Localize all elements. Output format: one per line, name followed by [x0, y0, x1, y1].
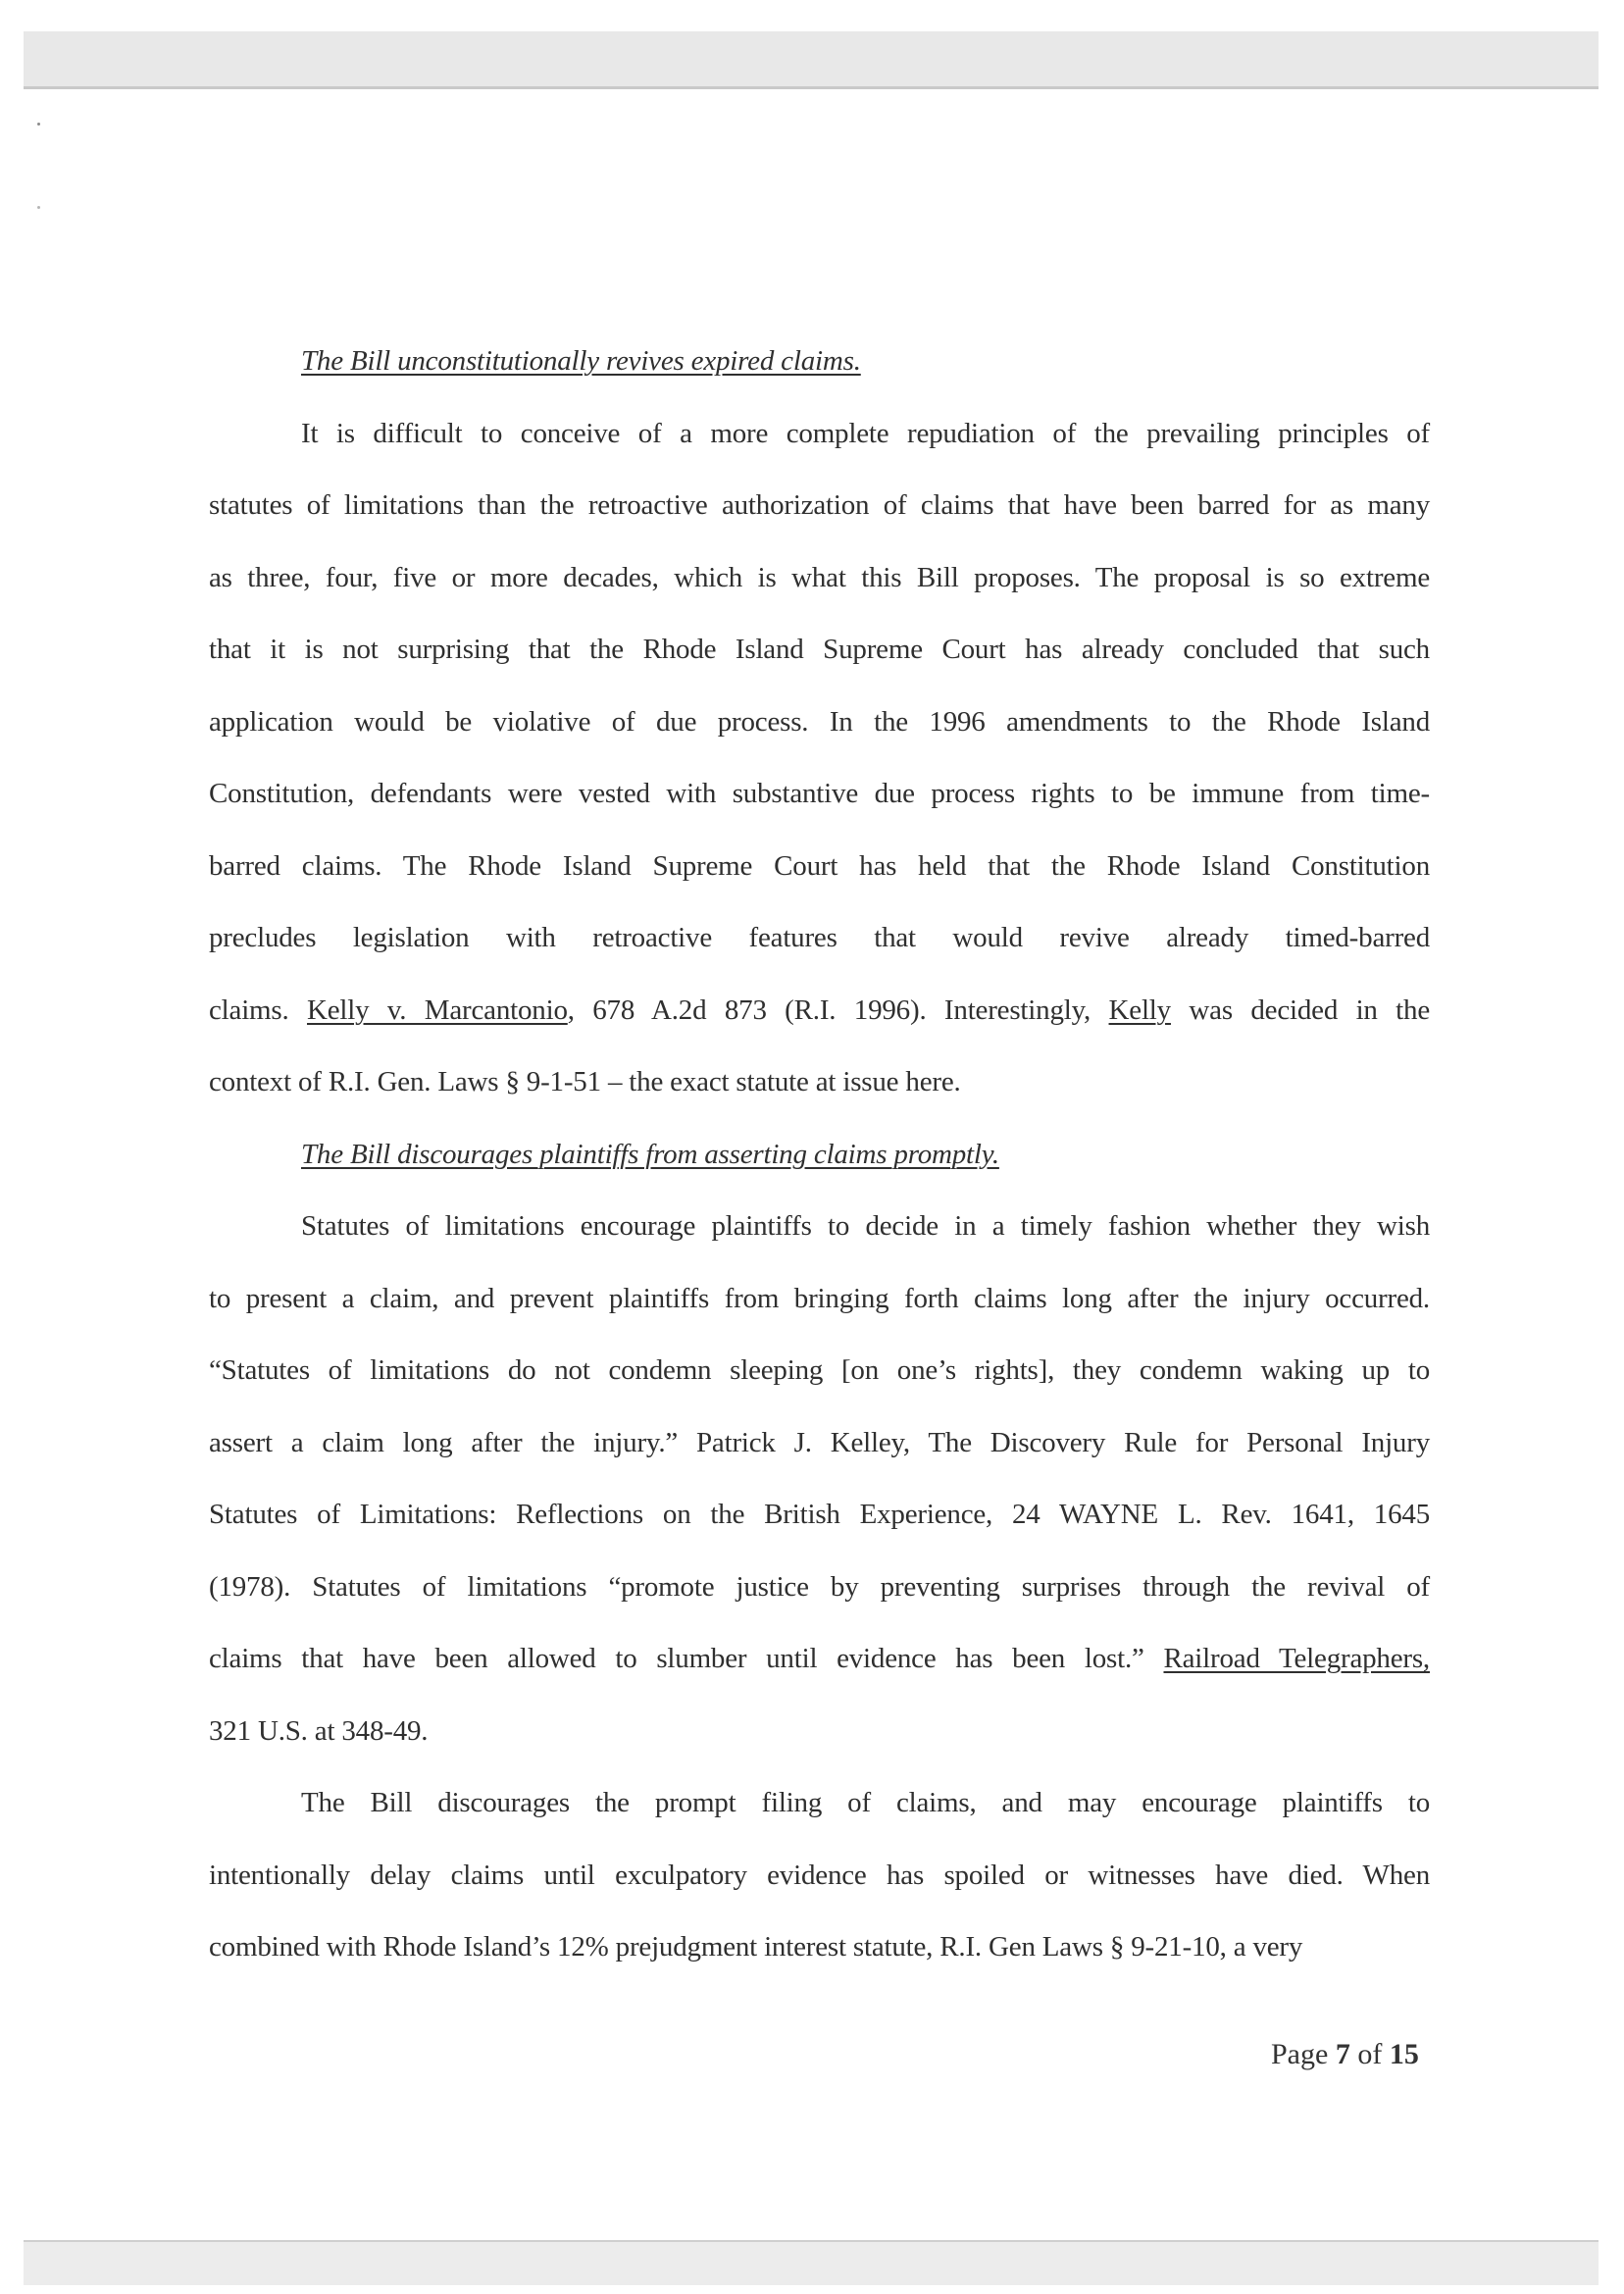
text-segment: intentionally delay claims until exculpatory evidence has spoiled or witnesses have died. When	[209, 1859, 1430, 1891]
section-heading: The Bill unconstitutionally revives expired claims.	[301, 345, 861, 377]
text-line	[209, 1335, 1430, 1407]
current-page-number: 7	[1335, 2038, 1350, 2070]
text-line	[209, 1407, 1430, 1480]
section-heading: The Bill discourages plaintiffs from asserting claims promptly.	[301, 1138, 999, 1170]
text-line	[209, 1623, 1430, 1696]
text-segment: Statutes of Limitations: Reflections on the British Experience, 24 WAYNE L. Rev. 1641, 1645	[209, 1499, 1430, 1530]
text-line	[209, 1191, 1430, 1263]
text-line	[209, 975, 1430, 1047]
text-line	[209, 1767, 1430, 1840]
text-segment: The Bill discourages the prompt filing of claims, and may encourage plaintiffs to	[301, 1787, 1430, 1818]
case-citation: Kelly v. Marcantonio	[307, 994, 568, 1026]
case-citation: Railroad Telegraphers,	[1163, 1643, 1430, 1674]
text-segment: to present a claim, and prevent plaintiffs from bringing forth claims long after the injury occurred.	[209, 1282, 1430, 1314]
text-line	[209, 758, 1430, 831]
text-line	[209, 398, 1430, 471]
text-segment: precludes legislation with retroactive features that would revive already timed-barred	[209, 922, 1430, 953]
text-segment: (1978). Statutes of limitations “promote justice by preventing surprises through the revival of	[209, 1570, 1430, 1603]
text-line	[209, 1552, 1430, 1624]
text-line	[209, 1912, 1430, 1984]
text-segment: assert a claim long after the injury.” Patrick J. Kelley, The Discovery Rule for Personal Injury	[209, 1426, 1430, 1458]
text-line	[209, 1046, 1430, 1119]
text-line	[209, 1263, 1430, 1336]
text-segment: claims.	[209, 994, 307, 1026]
text-line	[209, 687, 1430, 759]
page-number-footer	[1271, 2038, 1419, 2071]
text-line	[209, 470, 1430, 542]
scanner-bottom-bar	[24, 2240, 1599, 2285]
text-segment: It is difficult to conceive of a more complete repudiation of the prevailing principles of	[301, 417, 1430, 449]
case-citation: Kelly	[1108, 994, 1171, 1026]
paragraph	[209, 398, 1430, 1119]
of-label: of	[1357, 2038, 1383, 2070]
text-segment: statutes of limitations than the retroactive authorization of claims that have been barred for as many	[209, 489, 1430, 521]
text-segment: claims that have been allowed to slumber until evidence has been lost.”	[209, 1643, 1164, 1674]
text-line	[209, 542, 1430, 615]
total-pages: 15	[1389, 2038, 1419, 2070]
paragraph	[209, 1767, 1430, 1984]
scan-artifact	[37, 123, 40, 126]
text-line	[209, 902, 1430, 975]
page-label: Page	[1271, 2038, 1329, 2070]
paragraph	[209, 1191, 1430, 1767]
scanner-top-bar	[24, 31, 1599, 89]
text-segment: combined with Rhode Island’s 12% prejudgment interest statute, R.I. Gen Laws § 9-21-10, a very	[209, 1931, 1303, 1963]
text-segment: as three, four, five or more decades, which is what this Bill proposes. The proposal is so extreme	[209, 561, 1430, 593]
text-segment: that it is not surprising that the Rhode Island Supreme Court has already concluded that such	[209, 634, 1430, 665]
text-line	[209, 1479, 1430, 1552]
text-segment: application would be violative of due process. In the 1996 amendments to the Rhode Island	[209, 705, 1430, 738]
text-line	[209, 614, 1430, 687]
text-line	[209, 1840, 1430, 1912]
text-line	[209, 831, 1430, 903]
text-segment: barred claims. The Rhode Island Supreme Court has held that the Rhode Island Constitution	[209, 849, 1430, 882]
text-segment: Statutes of limitations encourage plaintiffs to decide in a timely fashion whether they wish	[301, 1210, 1430, 1242]
text-segment: , 678 A.2d 873 (R.I. 1996). Interestingly,	[567, 994, 1109, 1026]
text-segment: context of R.I. Gen. Laws § 9-1-51 – the exact statute at issue here.	[209, 1066, 961, 1097]
text-line	[209, 1696, 1430, 1768]
text-segment: was decided in the	[1170, 994, 1431, 1026]
text-segment: “Statutes of limitations do not condemn sleeping [on one’s rights], they condemn waking up to	[209, 1354, 1430, 1386]
text-segment: Constitution, defendants were vested with substantive due process rights to be immune from time-	[209, 778, 1430, 809]
scan-artifact	[37, 206, 40, 209]
text-segment: 321 U.S. at 348-49.	[209, 1714, 429, 1747]
document-body	[209, 326, 1430, 1984]
